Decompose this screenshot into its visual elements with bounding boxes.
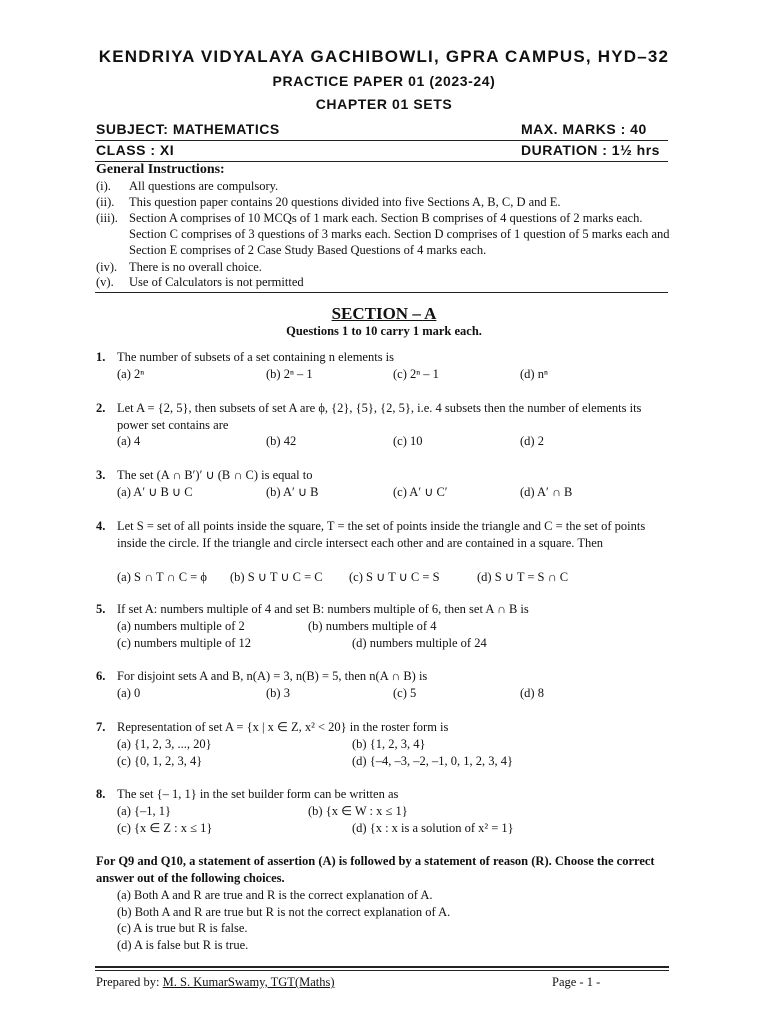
- option: (d) numbers multiple of 24: [352, 636, 487, 650]
- option-row: [117, 618, 673, 635]
- option: (b) 3: [266, 686, 290, 700]
- class-label: CLASS : XI: [96, 142, 175, 158]
- ar-choice: (b) Both A and R are true but R is not the correct explanation of A.: [117, 905, 451, 919]
- option: (d) 8: [520, 686, 544, 700]
- assertion-reason-instructions: For Q9 and Q10, a statement of assertion (A) is followed by a statement of reason (R). Choose the correct answer out of the following choices.: [96, 854, 655, 885]
- option: (a) S ∩ T ∩ C = ϕ: [117, 570, 207, 584]
- question-1: 1. The number of subsets of a set containing n elements is (a) 2ⁿ (b) 2ⁿ – 1 (c) 2ⁿ – 1 (d) nⁿ: [96, 349, 676, 383]
- paper-title: PRACTICE PAPER 01 (2023-24): [272, 73, 496, 89]
- divider: [95, 140, 668, 141]
- school-name: KENDRIYA VIDYALAYA GACHIBOWLI, GPRA CAMPUS, HYD–32: [98, 47, 670, 66]
- option: (a) 2ⁿ: [117, 367, 145, 381]
- option-row: [117, 635, 673, 652]
- instruction-item: (v). Use of Calculators is not permitted: [96, 275, 304, 289]
- question-3: 3. The set (A ∩ B′)′ ∪ (B ∩ C) is equal to (a) A′ ∪ B ∪ C (b) A′ ∪ B (c) A′ ∪ C′ (d) A′ ∩ B: [96, 467, 676, 501]
- page-number: Page - 1 -: [552, 975, 601, 989]
- option-row: [117, 685, 673, 702]
- option: (a) numbers multiple of 2: [117, 619, 245, 633]
- instruction-item: (ii). This question paper contains 20 questions divided into five Sections A, B, C, D and E.: [96, 195, 561, 209]
- option: (c) 10: [393, 434, 423, 448]
- question-7: 7. Representation of set A = {x | x ∈ Z, x² < 20} in the roster form is (a) {1, 2, 3, ..., 20} (b) {1, 2, 3, 4} (c) {0, 1, 2, 3, 4} (d) {–4, –3, –2, –1, 0, 1, 2, 3, 4}: [96, 719, 676, 769]
- footer-prepared-by: Prepared by: M. S. KumarSwamy, TGT(Maths): [96, 975, 335, 989]
- question-6: 6. For disjoint sets A and B, n(A) = 3, n(B) = 5, then n(A ∩ B) is (a) 0 (b) 3 (c) 5 (d) 8: [96, 668, 676, 702]
- option-row: [117, 753, 673, 770]
- option: (a) {1, 2, 3, ..., 20}: [117, 737, 212, 751]
- option: (d) nⁿ: [520, 367, 548, 381]
- option-row: [117, 366, 673, 383]
- option: (c) S ∪ T ∪ C = S: [349, 570, 440, 584]
- subject-label: SUBJECT: MATHEMATICS: [96, 121, 280, 137]
- option: (b) numbers multiple of 4: [308, 619, 437, 633]
- option: (d) S ∪ T = S ∩ C: [477, 570, 569, 584]
- option-row: [117, 484, 673, 501]
- option: (b) {x ∈ W : x ≤ 1}: [308, 804, 408, 818]
- question-4: 4. Let S = set of all points inside the square, T = the set of points inside the triangle and C = the set of points inside the circle. If the triangle and circle intersect each other and are contained in a square. Then (a) S ∩ T ∩ C = ϕ (b) S ∪ T ∪ C = C (c) S ∪ T ∪ C = S (d) S ∪ T = S ∩ C: [96, 518, 676, 586]
- general-instructions-title: General Instructions:: [96, 162, 225, 177]
- option-row: [117, 433, 673, 450]
- option: (d) {–4, –3, –2, –1, 0, 1, 2, 3, 4}: [352, 754, 513, 768]
- ar-choice: (a) Both A and R are true and R is the correct explanation of A.: [117, 888, 433, 902]
- max-marks-label: MAX. MARKS : 40: [521, 121, 647, 137]
- duration-label: DURATION : 1½ hrs: [521, 142, 660, 158]
- divider: [95, 292, 668, 293]
- option-row: [117, 820, 673, 837]
- option: (b) 2ⁿ – 1: [266, 367, 313, 381]
- question-2: 2. Let A = {2, 5}, then subsets of set A are ϕ, {2}, {5}, {2, 5}, i.e. 4 subsets then the number of elements its power set contains are (a) 4 (b) 42 (c) 10 (d) 2: [96, 400, 676, 450]
- option: (b) S ∪ T ∪ C = C: [230, 570, 323, 584]
- chapter-title: CHAPTER 01 SETS: [315, 96, 453, 112]
- option: (c) numbers multiple of 12: [117, 636, 251, 650]
- option: (d) {x : x is a solution of x² = 1}: [352, 821, 514, 835]
- option: (b) A′ ∪ B: [266, 485, 319, 499]
- question-5: 5. If set A: numbers multiple of 4 and set B: numbers multiple of 6, then set A ∩ B is (a) numbers multiple of 2 (b) numbers multiple of 4 (c) numbers multiple of 12 (d) numbers multiple of 24: [96, 601, 676, 651]
- option-row: [117, 736, 673, 753]
- option: (a) 0: [117, 686, 141, 700]
- meta-row-class: [96, 142, 666, 158]
- option: (d) A′ ∩ B: [520, 485, 573, 499]
- option: (d) 2: [520, 434, 544, 448]
- option-row: [117, 803, 673, 820]
- section-subtitle: Questions 1 to 10 carry 1 mark each.: [286, 324, 482, 338]
- option: (c) {0, 1, 2, 3, 4}: [117, 754, 203, 768]
- option: (c) 5: [393, 686, 417, 700]
- option: (c) A′ ∪ C′: [393, 485, 448, 499]
- option: (b) {1, 2, 3, 4}: [352, 737, 426, 751]
- meta-row-subject: [96, 121, 666, 137]
- author-name: M. S. KumarSwamy, TGT(Maths): [162, 975, 335, 989]
- option: (a) {–1, 1}: [117, 804, 171, 818]
- option: (c) 2ⁿ – 1: [393, 367, 439, 381]
- footer-divider: [95, 966, 669, 968]
- ar-choice: (c) A is true but R is false.: [117, 921, 248, 935]
- option: (a) A′ ∪ B ∪ C: [117, 485, 193, 499]
- instruction-item: (i). All questions are compulsory.: [96, 179, 279, 193]
- option: (b) 42: [266, 434, 297, 448]
- question-8: 8. The set {– 1, 1} in the set builder form can be written as (a) {–1, 1} (b) {x ∈ W : x ≤ 1} (c) {x ∈ Z : x ≤ 1} (d) {x : x is a solution of x² = 1}: [96, 786, 676, 836]
- instruction-item: (iv). There is no overall choice.: [96, 260, 262, 274]
- section-title: SECTION – A: [331, 304, 437, 323]
- option: (a) 4: [117, 434, 141, 448]
- ar-choice: (d) A is false but R is true.: [117, 938, 249, 952]
- option: (c) {x ∈ Z : x ≤ 1}: [117, 821, 213, 835]
- option-row: [117, 569, 673, 586]
- footer-divider: [95, 970, 669, 971]
- instruction-item: (iii). Section A comprises of 10 MCQs of 1 mark each. Section B comprises of 4 questions of 2 marks each. Section C comprises of 3 questions of 3 marks each. Section D comprises of 1 question of 5 marks each and Section E comprises of 2 Case Study Based Questions of 4 marks each.: [96, 211, 670, 257]
